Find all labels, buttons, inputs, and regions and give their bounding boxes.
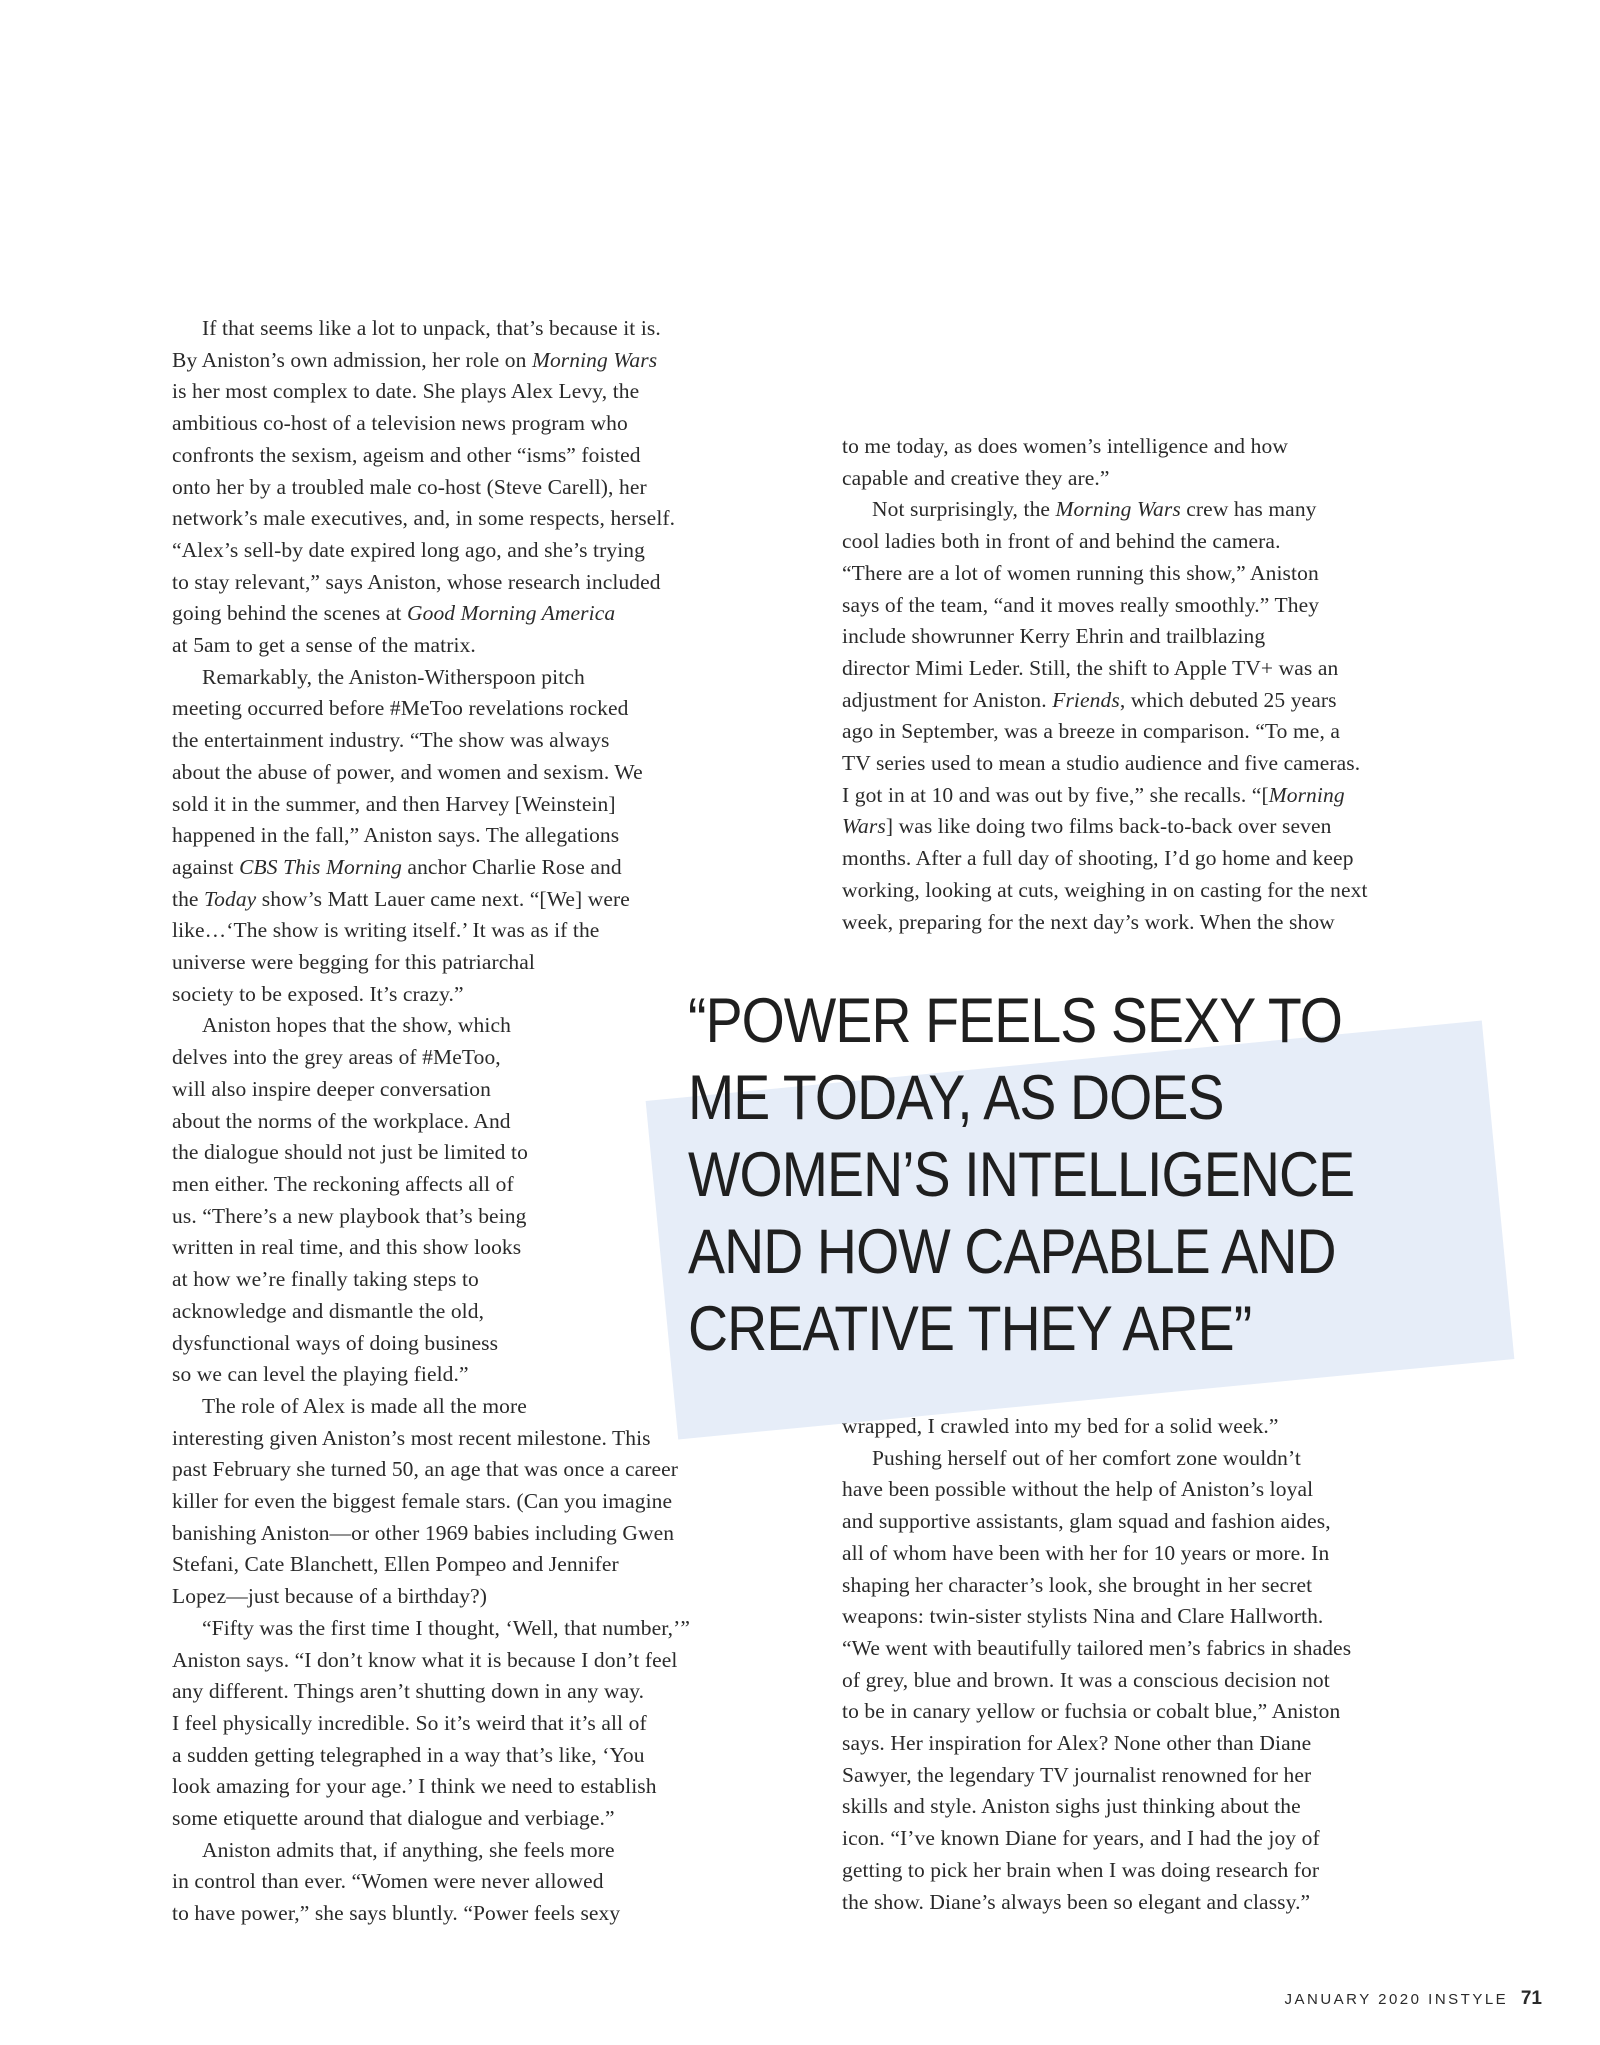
article-line: Wars] was like doing two films back-to-back over seven — [842, 814, 1332, 839]
article-line: “We went with beautifully tailored men’s fabrics in shades — [842, 1635, 1352, 1660]
article-line: killer for even the biggest female stars. (Can you imagine — [172, 1489, 673, 1514]
article-line: icon. “I’ve known Diane for years, and I had the joy of — [842, 1826, 1320, 1851]
article-line: skills and style. Aniston sighs just thinking about the — [842, 1794, 1301, 1819]
article-line: If that seems like a lot to unpack, that’s because it is. — [202, 316, 661, 340]
article-line: Stefani, Cate Blanchett, Ellen Pompeo and Jennifer — [172, 1552, 619, 1577]
article-line: happened in the fall,” Aniston says. The allegations — [172, 823, 620, 848]
article-line: at 5am to get a sense of the matrix. — [172, 633, 476, 658]
article-line: against CBS This Morning anchor Charlie Rose and — [172, 854, 622, 879]
article-line: look amazing for your age.’ I think we need to establish — [172, 1774, 657, 1799]
article-line: cool ladies both in front of and behind the camera. — [842, 529, 1281, 554]
article-line: so we can level the playing field.” — [172, 1362, 469, 1387]
article-line: The role of Alex is made all the more — [202, 1393, 527, 1418]
article-line: Not surprisingly, the Morning Wars crew has many — [872, 497, 1317, 522]
article-line: Aniston hopes that the show, which — [202, 1013, 511, 1038]
article-line: to me today, as does women’s intelligence and how — [842, 434, 1288, 458]
article-line: include showrunner Kerry Ehrin and trailblazing — [842, 624, 1266, 649]
article-line: to stay relevant,” says Aniston, whose research included — [172, 569, 661, 594]
article-line: like…‘The show is writing itself.’ It was as if the — [172, 918, 600, 943]
article-column-right-top — [842, 431, 1462, 938]
article-line: to have power,” she says bluntly. “Power feels sexy — [172, 1901, 621, 1926]
article-line: in control than ever. “Women were never allowed — [172, 1869, 604, 1894]
article-line: banishing Aniston—or other 1969 babies including Gwen — [172, 1520, 675, 1545]
article-line: “Fifty was the first time I thought, ‘Well, that number,’” — [202, 1615, 691, 1640]
article-line: I feel physically incredible. So it’s weird that it’s all of — [172, 1710, 647, 1735]
article-line: about the abuse of power, and women and sexism. We — [172, 759, 643, 784]
article-line: ambitious co-host of a television news program who — [172, 411, 628, 436]
article-line: universe were begging for this patriarchal — [172, 950, 535, 975]
article-line: Lopez—just because of a birthday?) — [172, 1584, 488, 1609]
article-line: TV series used to mean a studio audience and five cameras. — [842, 751, 1361, 776]
article-line: onto her by a troubled male co-host (Steve Carell), her — [172, 474, 647, 499]
article-line: a sudden getting telegraphed in a way that’s like, ‘You — [172, 1742, 645, 1767]
article-line: all of whom have been with her for 10 years or more. In — [842, 1540, 1330, 1565]
article-line: shaping her character’s look, she brought in her secret — [842, 1572, 1313, 1597]
article-line: the show. Diane’s always been so elegant and classy.” — [842, 1889, 1311, 1914]
article-line: to be in canary yellow or fuchsia or cobalt blue,” Aniston — [842, 1699, 1341, 1724]
page-footer — [1284, 1988, 1542, 2010]
article-line: sold it in the summer, and then Harvey [Weinstein] — [172, 791, 616, 816]
pull-quote-line: WOMEN’S INTELLIGENCE — [688, 1140, 1355, 1210]
article-line: Pushing herself out of her comfort zone wouldn’t — [872, 1445, 1301, 1470]
article-line: By Aniston’s own admission, her role on Morning Wars — [172, 347, 658, 372]
pull-quote-line: ME TODAY, AS DOES — [688, 1063, 1224, 1133]
article-line: at how we’re finally taking steps to — [172, 1267, 479, 1292]
article-line: interesting given Aniston’s most recent milestone. This — [172, 1425, 651, 1450]
article-line: of grey, blue and brown. It was a conscious decision not — [842, 1667, 1330, 1692]
article-line: adjustment for Aniston. Friends, which debuted 25 years — [842, 687, 1337, 712]
article-line: and supportive assistants, glam squad and fashion aides, — [842, 1509, 1331, 1534]
article-line: Aniston says. “I don’t know what it is because I don’t feel — [172, 1647, 678, 1672]
article-column-left — [172, 313, 792, 1930]
article-line: Sawyer, the legendary TV journalist renowned for her — [842, 1762, 1312, 1787]
article-line: Remarkably, the Aniston-Witherspoon pitch — [202, 664, 585, 689]
article-line: going behind the scenes at Good Morning America — [172, 601, 616, 626]
article-line: meeting occurred before #MeToo revelations rocked — [172, 696, 629, 721]
article-line: “There are a lot of women running this show,” Aniston — [842, 560, 1319, 585]
article-line: says of the team, “and it moves really smoothly.” They — [842, 592, 1320, 617]
article-line: weapons: twin-sister stylists Nina and Clare Hallworth. — [842, 1604, 1324, 1629]
article-line: society to be exposed. It’s crazy.” — [172, 981, 464, 1006]
article-line: getting to pick her brain when I was doing research for — [842, 1857, 1320, 1882]
article-line: about the norms of the workplace. And — [172, 1108, 511, 1133]
article-line: past February she turned 50, an age that was once a career — [172, 1457, 679, 1482]
article-line: the entertainment industry. “The show was always — [172, 728, 610, 753]
article-line: I got in at 10 and was out by five,” she recalls. “[Morning — [842, 782, 1345, 807]
article-line: acknowledge and dismantle the old, — [172, 1298, 485, 1323]
article-line: working, looking at cuts, weighing in on casting for the next — [842, 877, 1368, 902]
article-line: dysfunctional ways of doing business — [172, 1330, 499, 1355]
article-line: months. After a full day of shooting, I’d go home and keep — [842, 846, 1354, 871]
article-line: will also inspire deeper conversation — [172, 1076, 491, 1101]
article-line: network’s male executives, and, in some respects, herself. — [172, 506, 676, 531]
article-line: confronts the sexism, ageism and other “isms” foisted — [172, 442, 641, 467]
article-line: capable and creative they are.” — [842, 465, 1110, 490]
article-line: the Today show’s Matt Lauer came next. “[We] were — [172, 886, 630, 911]
article-line: director Mimi Leder. Still, the shift to Apple TV+ was an — [842, 655, 1339, 680]
pull-quote-line: CREATIVE THEY ARE” — [688, 1294, 1252, 1364]
article-line: “Alex’s sell-by date expired long ago, and she’s trying — [172, 537, 646, 562]
pull-quote-line: “POWER FEELS SEXY TO — [688, 986, 1343, 1056]
article-column-right-bottom — [842, 1411, 1462, 1918]
article-line: some etiquette around that dialogue and verbiage.” — [172, 1806, 615, 1831]
article-line: says. Her inspiration for Alex? None other than Diane — [842, 1731, 1312, 1756]
article-line: any different. Things aren’t shutting down in any way. — [172, 1679, 645, 1704]
issue-label: JANUARY 2020 INSTYLE — [1284, 1991, 1509, 2008]
article-line: ago in September, was a breeze in comparison. “To me, a — [842, 719, 1341, 744]
article-line: is her most complex to date. She plays Alex Levy, the — [172, 379, 640, 404]
article-line: men either. The reckoning affects all of — [172, 1171, 514, 1196]
article-line: written in real time, and this show looks — [172, 1235, 522, 1260]
pull-quote-line: AND HOW CAPABLE AND — [688, 1217, 1336, 1287]
page-number: 71 — [1520, 1988, 1542, 2009]
article-line: Aniston admits that, if anything, she feels more — [202, 1837, 615, 1862]
article-line: wrapped, I crawled into my bed for a solid week.” — [842, 1414, 1279, 1438]
article-line: delves into the grey areas of #MeToo, — [172, 1045, 501, 1070]
article-line: us. “There’s a new playbook that’s being — [172, 1203, 527, 1228]
article-line: have been possible without the help of Aniston’s loyal — [842, 1477, 1314, 1502]
article-line: the dialogue should not just be limited to — [172, 1140, 528, 1165]
article-line: week, preparing for the next day’s work. When the show — [842, 909, 1335, 934]
